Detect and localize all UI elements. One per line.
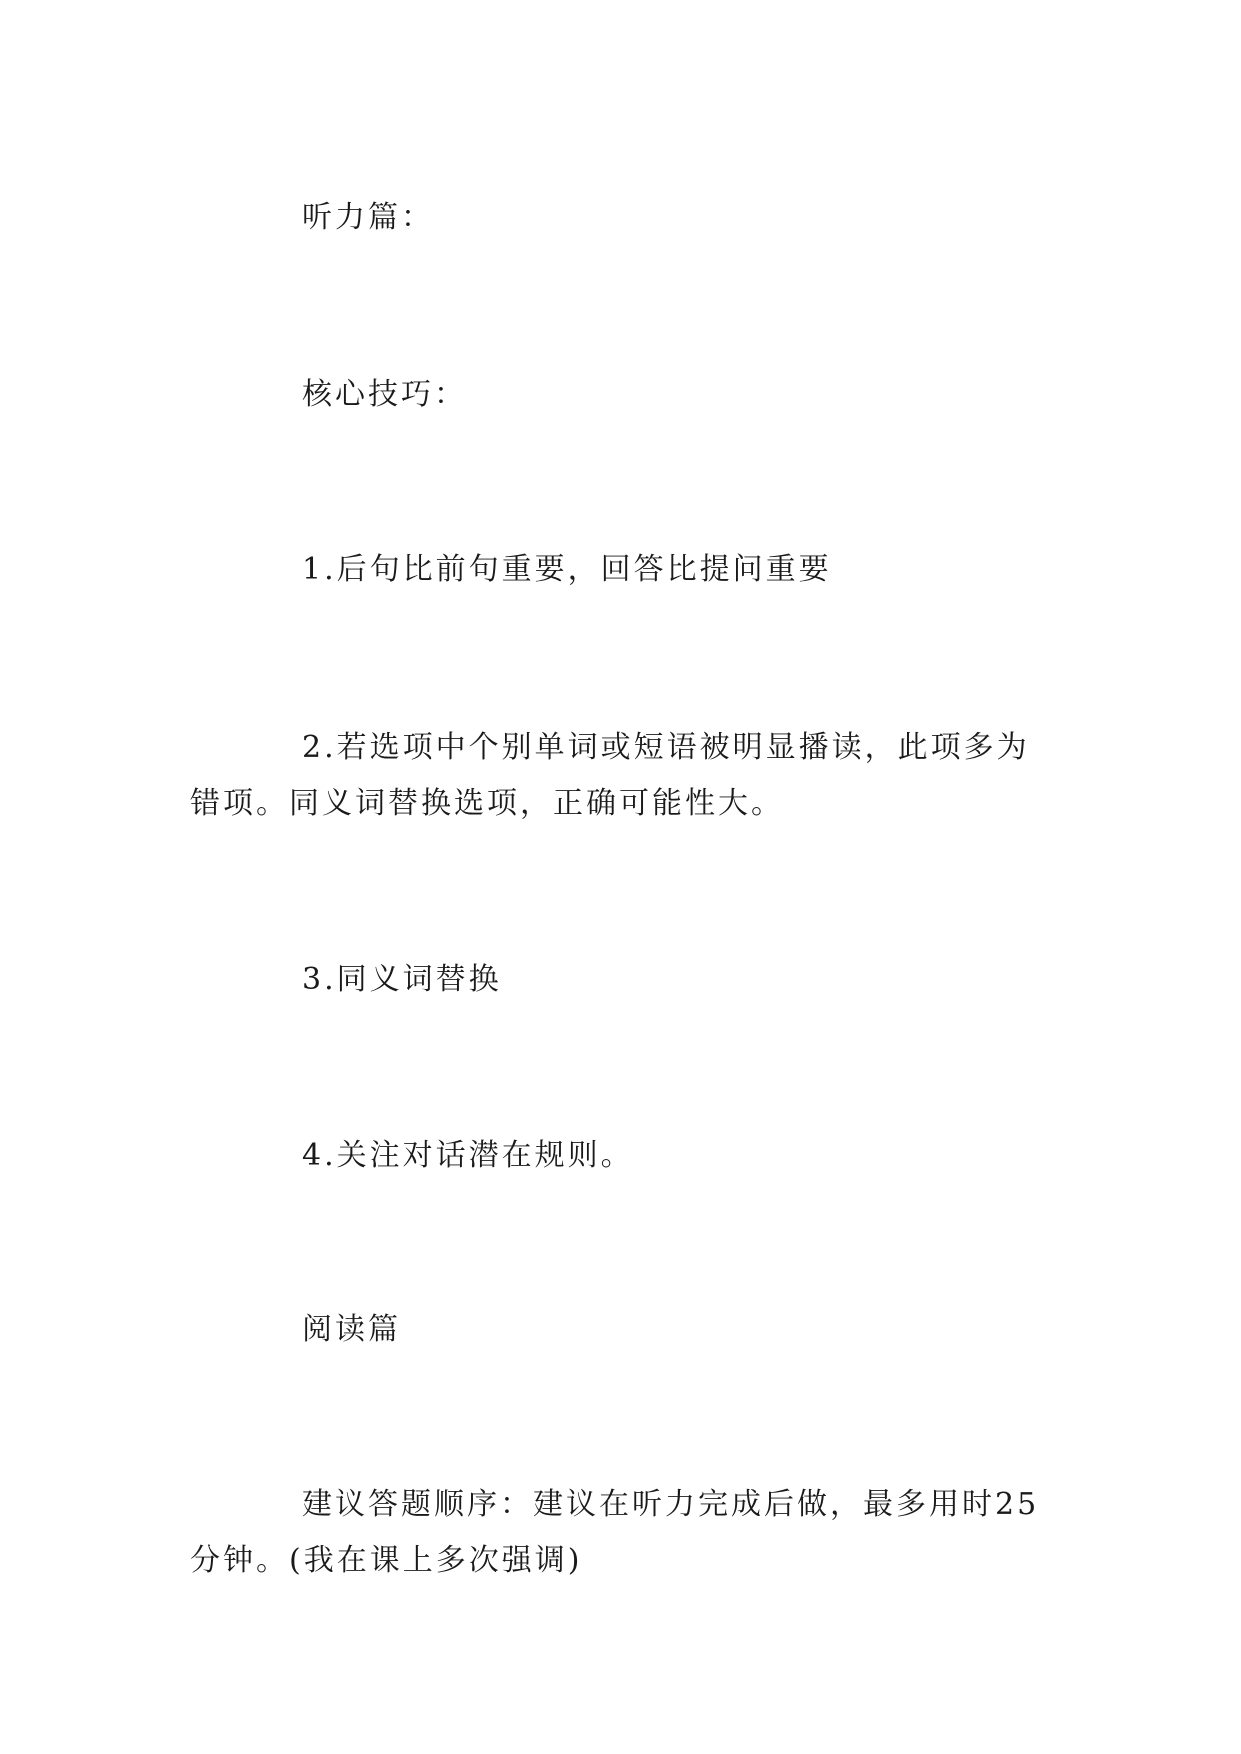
tip-item-4: 4.关注对话潜在规则。 [302, 1138, 634, 1173]
heading-core-skills: 核心技巧： [302, 377, 467, 412]
tip-item-2: 2.若选项中个别单词或短语被明显播读，此项多为错项。同义词替换选项，正确可能性大。 [190, 730, 1030, 821]
heading-reading: 阅读篇 [302, 1312, 401, 1347]
tip-item-1: 1.后句比前句重要，回答比提问重要 [302, 552, 832, 587]
answer-order-paragraph: 建议答题顺序：建议在听力完成后做，最多用时25分钟。(我在课上多次强调) [190, 1487, 1040, 1578]
heading-listening: 听力篇： [302, 200, 434, 235]
tip-item-3: 3.同义词替换 [302, 962, 502, 997]
